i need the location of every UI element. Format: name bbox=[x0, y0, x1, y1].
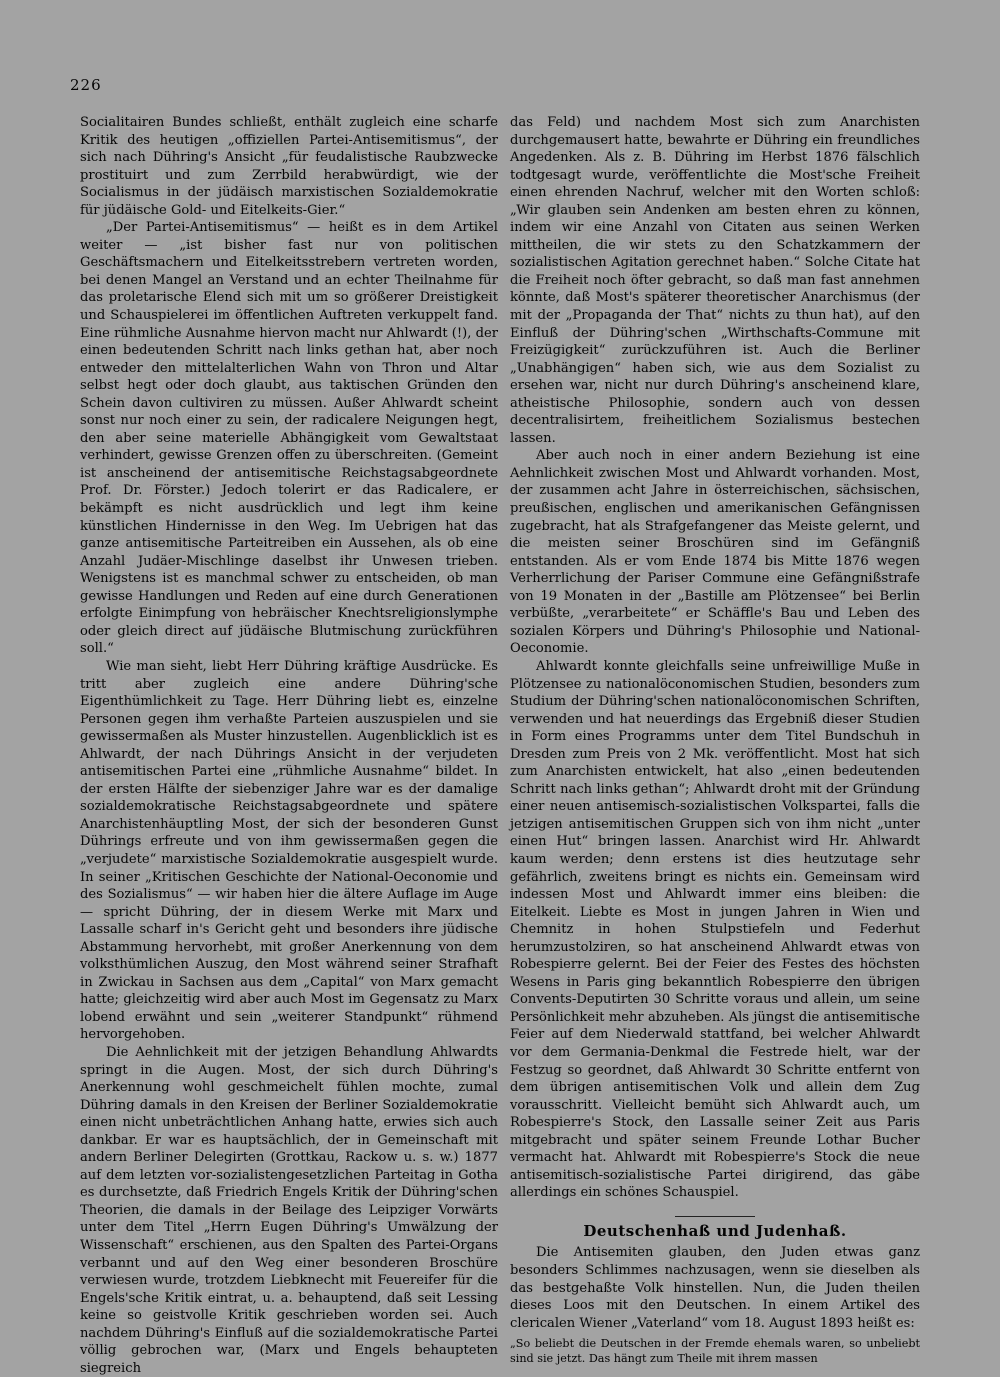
paragraph: Die Aehnlichkeit mit der jetzigen Behandlung Ahlwardts springt in die Augen. Most, der sich durch Dühring's Anerkennung wohl geschmeichelt fühlen mochte, zumal Dühring damals in den Kreisen der Berliner Sozialdemokratie einen nicht unbeträchtlichen Anhang hatte, erwies sich auch dankbar. Er war es hauptsächlich, der in Gemeinschaft mit andern Berliner Delegirten (Grottkau, Rackow u. s. w.) 1877 auf dem letzten vor-sozialistengesetzlichen Parteitag in Gotha es durchsetzte, daß Friedrich Engels Kritik der Dühring'schen Theorien, die damals in der Beilage des Leipziger Vorwärts unter dem Titel „Herrn Eugen Dühring's Umwälzung der Wissenschaft“ erschienen, aus den Spalten des Partei-Organs verbannt und auf den Weg einer besonderen Broschüre verwiesen wurde, trotzdem Liebknecht mit Feuereifer für die Engels'sche Kritik eintrat, u. a. behauptend, daß seit Lessing keine so geistvolle Kritik geschrieben worden sei. Auch nachdem Dühring's Einfluß auf die sozialdemokratische Partei völlig gebrochen war, (Marx und Engels behaupteten siegreich bbox=[80, 1044, 498, 1376]
section-heading: Deutschenhaß und Judenhaß. bbox=[583, 1221, 847, 1240]
left-column bbox=[80, 114, 498, 1377]
paragraph: Ahlwardt konnte gleichfalls seine unfreiwillige Muße in Plötzensee zu nationalöconomischen Studien, besonders zum Studium der Dühring'schen nationalöconomischen Schriften, verwenden und hat neuerdings das Ergebniß dieser Studien in Form eines Programms unter dem Titel Bundschuh in Dresden zum Preis von 2 Mk. veröffentlicht. Most hat sich zum Anarchisten entwickelt, hat also „einen bedeutenden Schritt nach links gethan“; Ahlwardt droht mit der Gründung einer neuen antisemisch-sozialistischen Volkspartei, falls die jetzigen antisemitischen Gruppen sich von ihm nicht „unter einen Hut“ bringen lassen. Anarchist wird Hr. Ahlwardt kaum werden; denn erstens ist dies heutzutage sehr gefährlich, zweitens bringt es nichts ein. Gemeinsam wird indessen Most und Ahlwardt immer eins bleiben: die Eitelkeit. Liebte es Most in jungen Jahren in Wien und Chemnitz in hohen Stulpstiefeln und Federhut herumzustolziren, so hat anscheinend Ahlwardt etwas von Robespierre gelernt. Bei der Feier des Festes des höchsten Wesens in Paris ging bekanntlich Robespierre den übrigen Convents-Deputirten 30 Schritte voraus und allein, um seine Persönlichkeit mehr abzuheben. Als jüngst die antisemitische Feier auf dem Niederwald stattfand, bei welcher Ahlwardt vor dem Germania-Denkmal die Festrede hielt, war der Festzug so geordnet, daß Ahlwardt 30 Schritte entfernt von dem übrigen antisemitischen Volk und allein dem Zug vorausschritt. Vielleicht bemüht sich Ahlwardt auch, um Robespierre's Stock, den Lassalle seiner Zeit aus Paris mitgebracht und später seinem Freunde Lothar Bucher vermacht hat. Ahlwardt mit Robespierre's Stock die neue antisemitisch-sozialistische Partei dirigirend, das gäbe allerdings ein schönes Schauspiel. bbox=[510, 658, 920, 1201]
paragraph: das Feld) und nachdem Most sich zum Anarchisten durchgemausert hatte, bewahrte er Dühring ein freundliches Angedenken. Als z. B. Dühring im Herbst 1876 fälschlich todtgesagt wurde, veröffentlichte die Most'sche Freiheit einen ehrenden Nachruf, welcher mit den Worten schloß: „Wir glauben sein Andenken am besten ehren zu können, indem wir eine Anzahl von Citaten aus seinen Werken mittheilen, die wir stets zu den Schatzkammern der sozialistischen Agitation gerechnet haben.“ Solche Citate hat die Freiheit noch öfter gebracht, so daß man fast annehmen könnte, daß Most's späterer theoretischer Anarchismus (der mit der „Propaganda der That“ nichts zu thun hat), auf den Einfluß der Dühring'schen „Wirthschafts-Commune mit Freizügigkeit“ zurückzuführen ist. Auch die Berliner „Unabhängigen“ haben sich, wie aus dem Sozialist zu ersehen war, nicht nur durch Dühring's anscheinend klare, atheistische Philosophie, sondern auch von dessen decentralisirtem, freiheitlichem Sozialismus bestechen lassen. bbox=[510, 115, 920, 446]
right-column bbox=[510, 114, 920, 1366]
paragraph: Wie man sieht, liebt Herr Dühring kräftige Ausdrücke. Es tritt aber zugleich eine andere Dühring'sche Eigenthümlichkeit zu Tage. Herr Dühring liebt es, einzelne Personen gegen ihm verhaßte Parteien auszuspielen und sie gewissermaßen als Muster hinzustellen. Augenblicklich ist es Ahlwardt, der nach Dührings Ansicht in der verjudeten antisemitischen Partei eine „rühmliche Ausnahme“ bildet. In der ersten Hälfte der siebenziger Jahre war es der damalige sozialdemokratische Reichstagsabgeordnete und spätere Anarchistenhäuptling Most, der sich der besonderen Gunst Dührings erfreute und von ihm gewissermaßen gegen die „verjudete“ marxistische Sozialdemokratie ausgespielt wurde. In seiner „Kritischen Geschichte der National-Oeconomie und des Sozialismus“ — wir haben hier die ältere Auflage im Auge — spricht Dühring, der in diesem Werke mit Marx und Lassalle scharf in's Gericht geht und besonders ihre jüdische Abstammung hervorhebt, mit großer Anerkennung von dem volksthümlichen Auszug, den Most während seiner Strafhaft in Zwickau in Sachsen aus dem „Capital“ von Marx gemacht hatte; gleichzeitig wird aber auch Most im Gegensatz zu Marx lobend erwähnt und sein „weiterer Standpunkt“ rühmend hervorgehoben. bbox=[80, 658, 498, 1043]
page-number: 226 bbox=[70, 76, 102, 94]
block-quote: „So beliebt die Deutschen in der Fremde ehemals waren, so unbeliebt sind sie jetzt. Das hängt zum Theile mit ihrem massen bbox=[510, 1337, 920, 1366]
paragraph: Aber auch noch in einer andern Beziehung ist eine Aehnlichkeit zwischen Most und Ahlwardt vorhanden. Most, der zusammen acht Jahre in österreichischen, sächsischen, preußischen, englischen und amerikanischen Gefängnissen zugebracht, hat als Strafgefangener das Meiste gelernt, und die meisten seiner Broschüren sind im Gefängniß entstanden. Als er vom Ende 1874 bis Mitte 1876 wegen Verherrlichung der Pariser Commune eine Gefängnißstrafe von 19 Monaten in der „Bastille am Plötzensee“ bei Berlin verbüßte, „verarbeitete“ er Schäffle's Bau und Leben des sozialen Körpers und Dühring's Philosophie und National-Oeconomie. bbox=[510, 448, 920, 657]
paragraph: Socialitairen Bundes schließt, enthält zugleich eine scharfe Kritik des heutigen „offiziellen Partei-Antisemitismus“, der sich nach Dühring's Ansicht „für feudalistische Raubzwecke prostituirt und zum Zerrbild herabwürdigt, wie der Socialismus in der jüdäisch marxistischen Sozialdemokratie für jüdäische Gold- und Eitelkeits-Gier.“ bbox=[80, 115, 498, 218]
paragraph: Die Antisemiten glauben, den Juden etwas ganz besonders Schlimmes nachzusagen, wenn sie dieselben als das bestgehaßte Volk hinstellen. Nun, die Juden theilen dieses Loos mit den Deutschen. In einem Artikel des clericalen Wiener „Vaterland“ vom 18. August 1893 heißt es: bbox=[510, 1245, 920, 1331]
paragraph: „Der Partei-Antisemitismus“ — heißt es in dem Artikel weiter — „ist bisher fast nur von politischen Geschäftsmachern und Eitelkeitsstrebern vertreten worden, bei denen Mangel an Verstand und an echter Theilnahme für das proletarische Elend sich mit um so größerer Dreistigkeit und Schauspielerei im öffentlichen Auftreten verkuppelt fand. Eine rühmliche Ausnahme hiervon macht nur Ahlwardt (!), der einen bedeutenden Schritt nach links gethan hat, aber noch entweder den mittelalterlichen Wahn von Thron und Altar selbst hegt oder doch glaubt, aus taktischen Gründen den Schein davon cultiviren zu müssen. Außer Ahlwardt scheint sonst nur noch einer zu sein, der radicalere Neigungen hegt, den aber seine materielle Abhängigkeit vom Gewaltstaat verhindert, gewisse Grenzen offen zu überschreiten. (Gemeint ist anscheinend der antisemitische Reichstagsabgeordnete Prof. Dr. Förster.) Jedoch tolerirt er das Radicalere, er bekämpft es nicht ausdrücklich und legt ihm keine künstlichen Hindernisse in den Weg. Im Uebrigen hat das ganze antisemitische Parteitreiben ein Aussehen, als ob eine Anzahl Judäer-Mischlinge daselbst ihr Unwesen trieben. Wenigstens ist es manchmal schwer zu entscheiden, ob man gewisse Handlungen und Reden auf eine durch Generationen erfolgte Einimpfung von hebräischer Knechtsreligionslymphe oder gleich direct auf jüdäische Blutmischung zurückführen soll.“ bbox=[80, 220, 498, 657]
section-divider bbox=[675, 1216, 755, 1217]
